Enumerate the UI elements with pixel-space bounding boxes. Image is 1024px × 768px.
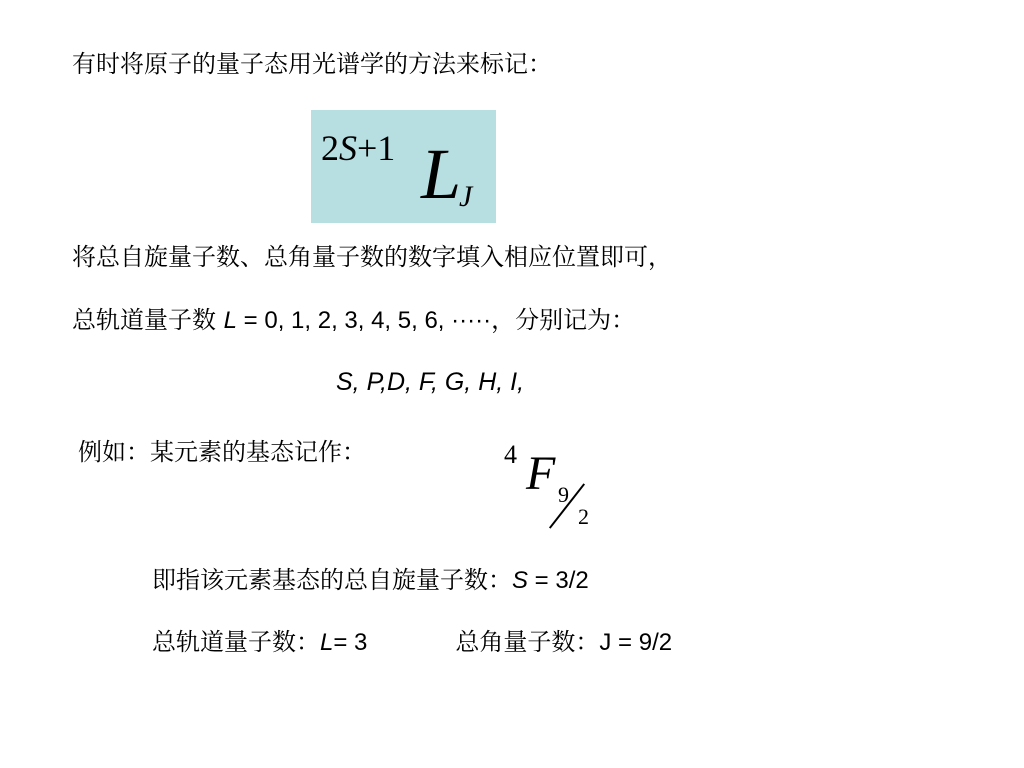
orbital-angular-result-line — [152, 630, 672, 655]
spin-result-line — [152, 568, 589, 593]
orbital-symbol: L — [223, 307, 237, 334]
orbital-suffix: 分别记为： — [515, 306, 636, 334]
term-subscript-J: J — [459, 180, 473, 213]
angular-result-label: 总角量子数： — [455, 628, 600, 656]
term-symbol-box — [311, 110, 496, 223]
orbital-result-label: 总轨道量子数： — [152, 628, 320, 656]
example-label: 例如：某元素的基态记作： — [78, 438, 366, 466]
intro-text: 有时将原子的量子态用光谱学的方法来标记： — [72, 50, 552, 78]
orbital-label: 总轨道量子数 — [72, 306, 216, 334]
spin-value: = 3/2 — [528, 567, 589, 594]
example-letter: F — [526, 447, 556, 500]
orbital-result-symbol: L — [320, 629, 334, 656]
term-letters: S, P,D, F, G, H, I, — [336, 368, 525, 396]
angular-result-value: J = 9/2 — [599, 629, 673, 656]
orbital-result-value: = 3 — [333, 629, 368, 656]
orbital-values: = 0, 1, 2, 3, 4, 5, 6, ····· — [237, 307, 492, 334]
spin-symbol: S — [512, 567, 529, 594]
fill-instruction: 将总自旋量子数、总角量子数的数字填入相应位置即可， — [72, 243, 672, 271]
example-term-symbol — [500, 440, 610, 540]
term-prefix: 2S+1 — [321, 128, 396, 168]
example-sub-denominator: 2 — [578, 504, 589, 529]
example-sub-numerator: 9 — [558, 482, 569, 507]
spin-label: 即指该元素基态的总自旋量子数： — [152, 566, 512, 594]
orbital-values-line — [72, 308, 635, 333]
orbital-comma: ， — [491, 306, 516, 334]
term-letter-L: L — [421, 134, 462, 214]
example-superscript: 4 — [504, 440, 517, 469]
